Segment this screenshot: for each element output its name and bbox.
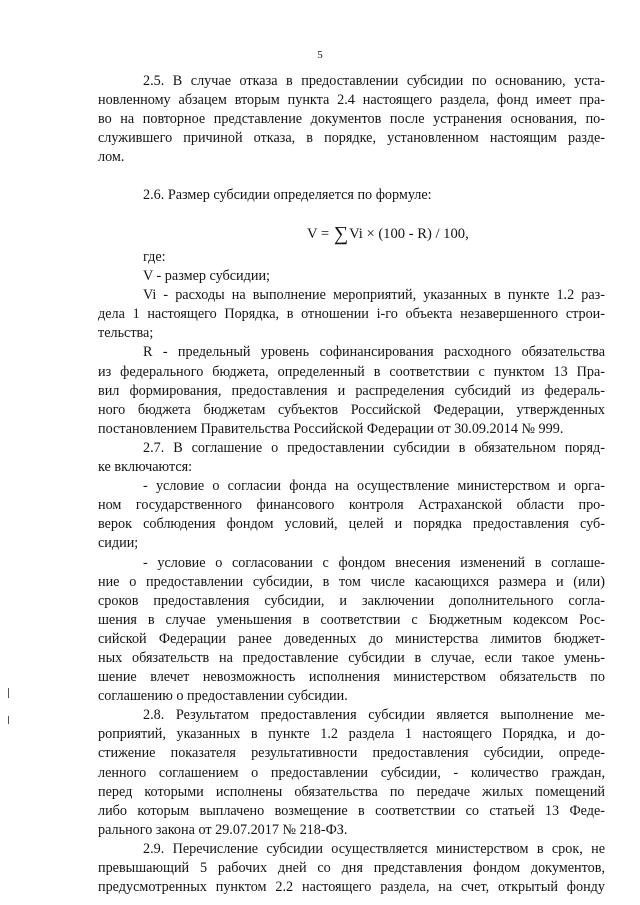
subsidy-formula bbox=[307, 223, 469, 246]
text-line: шения в случае уменьшения в соответствии с Бюджетным кодексом Рос- bbox=[98, 611, 605, 628]
text-line: R - предельный уровень софинансирования расходного обязательства bbox=[143, 344, 605, 361]
text-line: Vi - расходы на выполнение мероприятий, указанных в пункте 1.2 раз- bbox=[143, 287, 605, 304]
text-line: ных обязательств на предоставление субсидии в случае, если такое умень- bbox=[98, 649, 605, 666]
text-line: стижение показателя результативности предоставления субсидии, опреде- bbox=[98, 745, 605, 762]
text-line: 2.9. Перечисление субсидии осуществляется министерством в срок, не bbox=[143, 840, 605, 857]
scan-artifact bbox=[8, 716, 9, 724]
text-line: роприятий, указанных в пункте 1.2 раздела 1 настоящего Порядка, и до- bbox=[98, 726, 605, 743]
paragraph-2-6-intro bbox=[98, 186, 605, 205]
text-line: 2.6. Размер субсидии определяется по формуле: bbox=[143, 187, 432, 203]
text-line: шение влечет невозможность исполнения министерством обязательств по bbox=[98, 669, 605, 686]
text-line: служившего причиной отказа, в порядке, установленном настоящим разде- bbox=[98, 130, 605, 147]
text-line: верок соблюдения фондом условий, целей и порядка предоставления суб- bbox=[98, 516, 605, 533]
text-line: дела 1 настоящего Порядка, в отношении i-го объекта незавершенного строи- bbox=[98, 306, 605, 323]
text-line: ном государственного финансового контроля Астраханской области про- bbox=[98, 497, 605, 514]
text-line: ние о предоставлении субсидии, в том числе касающихся размера и (или) bbox=[98, 573, 605, 590]
sigma-symbol: ∑ bbox=[333, 223, 349, 245]
text-line: тельства; bbox=[98, 325, 154, 342]
text-line: сроков предоставления субсидии, и заключении дополнительного согла- bbox=[98, 592, 605, 609]
scan-artifact bbox=[8, 688, 9, 698]
text-line: 2.7. В соглашение о предоставлении субсидии в обязательном поряд- bbox=[143, 439, 605, 456]
text-line: - условие о согласии фонда на осуществление министерством и орга- bbox=[143, 478, 605, 495]
text-line: лом. bbox=[98, 149, 125, 166]
text-line: рального закона от 29.07.2017 № 218-ФЗ. bbox=[98, 821, 348, 838]
text-line: перед которыми исполнены обязательства по передаче жилых помещений bbox=[98, 783, 605, 800]
text-line: сидии; bbox=[98, 535, 139, 552]
text-line: V - размер субсидии; bbox=[143, 268, 270, 285]
text-line: предусмотренных пунктом 2.2 настоящего раздела, на счет, открытый фонду bbox=[98, 879, 605, 896]
text-line: вил формирования, предоставления и распределения субсидий из федераль- bbox=[98, 382, 605, 399]
text-line: ленного соглашением о предоставлении субсидии, - количество граждан, bbox=[98, 764, 605, 781]
text-line: ке включаются: bbox=[98, 459, 193, 476]
page-number: 5 bbox=[317, 49, 323, 61]
formula-right: Vi × (100 - R) / 100, bbox=[349, 226, 469, 242]
formula-left: V = bbox=[307, 226, 330, 242]
text-line: из федерального бюджета, определенный в соответствии с пунктом 13 Пра- bbox=[98, 363, 605, 380]
text-line: где: bbox=[143, 249, 166, 265]
text-line: новленному абзацем вторым пункта 2.4 настоящего раздела, фонд имеет пра- bbox=[98, 92, 605, 109]
paragraph-2-5 bbox=[98, 72, 605, 167]
text-line: соглашению о предоставлении субсидии. bbox=[98, 688, 348, 705]
text-line: 2.5. В случае отказа в предоставлении субсидии по основанию, уста- bbox=[143, 73, 605, 89]
text-line: сийской Федерации ранее доведенных до министерства лимитов бюджет- bbox=[98, 630, 605, 647]
text-line: - условие о согласовании с фондом внесения изменений в соглаше- bbox=[143, 554, 605, 571]
text-line: во на повторное представление документов после устранения основания, по- bbox=[98, 111, 605, 128]
text-line: либо которым выплачено возмещение в соответствии со статьей 13 Феде- bbox=[98, 802, 605, 819]
text-line: 2.8. Результатом предоставления субсидии является выполнение ме- bbox=[143, 707, 605, 724]
text-line: превышающий 5 рабочих дней со дня представления фондом документов, bbox=[98, 860, 605, 876]
main-body bbox=[98, 248, 605, 897]
text-line: постановлением Правительства Российской Федерации от 30.09.2014 № 999. bbox=[98, 420, 564, 437]
text-line: ного бюджета бюджетам субъектов Российской Федерации, утвержденных bbox=[98, 401, 605, 418]
